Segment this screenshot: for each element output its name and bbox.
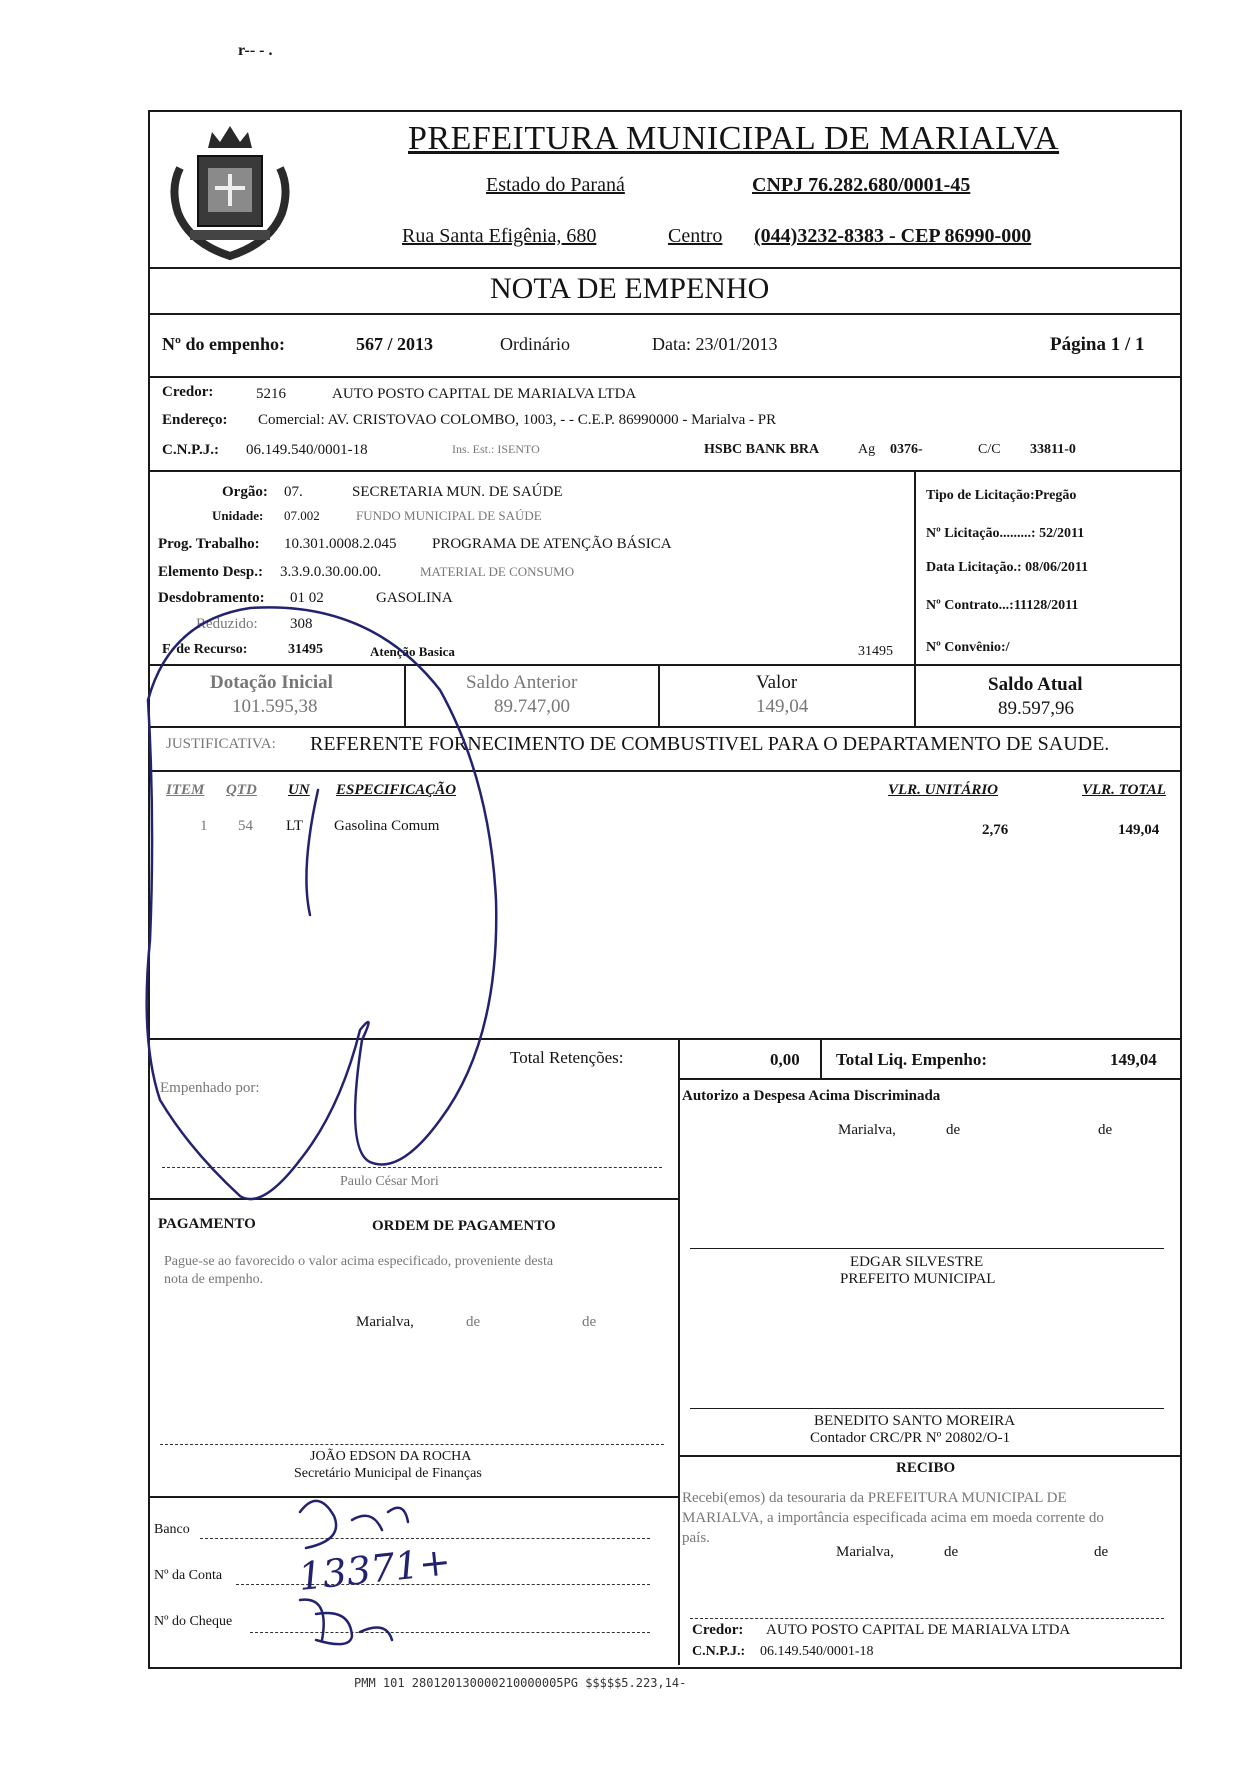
rule-pagamento [148,1496,678,1498]
cnpj-label: C.N.P.J.: [162,442,219,458]
secretario-name: JOÃO EDSON DA ROCHA [310,1449,472,1464]
recibo-line-1: Recebi(emos) da tesouraria da PREFEITURA MUNICIPAL DE [682,1490,1067,1506]
contador-signature-line [690,1408,1164,1409]
fonte-code-right: 31495 [858,644,893,659]
row-qtd: 54 [238,818,253,834]
address: Rua Santa Efigênia, 680 [402,225,597,247]
desdobramento-name: GASOLINA [376,590,453,606]
autorizo-title: Autorizo a Despesa Acima Discriminada [682,1088,941,1104]
licitacao-contrato: Nº Contrato...:11128/2011 [926,598,1079,613]
saldo-atual-label: Saldo Atual [988,674,1083,695]
rule-title [148,313,1180,315]
banco-label: Banco [154,1522,190,1537]
valor-label: Valor [756,672,798,693]
row-unit: 2,76 [982,822,1009,838]
col-header-spec: ESPECIFICAÇÃO [336,782,457,798]
reduzido-value: 308 [290,616,313,632]
rule-bal-3 [914,664,916,726]
row-total: 149,04 [1118,822,1160,838]
agency-label: Ag [858,442,876,457]
autorizo-city: Marialva, [838,1122,896,1138]
contador-name: BENEDITO SANTO MOREIRA [814,1413,1016,1429]
cheque-label: Nº do Cheque [154,1614,233,1629]
justificativa-label: JUSTIFICATIVA: [166,736,276,752]
pagamento-de2: de [582,1314,597,1330]
col-header-qtd: QTD [226,782,257,798]
endereco-label: Endereço: [162,412,228,428]
municipal-crest-icon [160,118,302,263]
unidade-code: 07.002 [284,508,320,523]
recibo-credor-name: AUTO POSTO CAPITAL DE MARIALVA LTDA [766,1622,1071,1638]
footer-code: PMM 101 280120130000210000005PG $$$$$5.223,14- [354,1676,687,1690]
fonte-code: 31495 [288,642,323,657]
elemento-name: MATERIAL DE CONSUMO [420,564,575,579]
recibo-line-2: MARIALVA, a importância especificada acima em moeda corrente do [682,1510,1104,1526]
rule-budget [148,664,1180,666]
rule-items-bottom [148,1038,1180,1040]
retencoes-label: Total Retenções: [510,1048,624,1067]
reduzido-label: Reduzido: [196,616,258,632]
row-spec: Gasolina Comum [334,818,440,834]
empenhado-signature-line [162,1167,662,1168]
autorizo-de2: de [1098,1122,1113,1138]
desdobramento-label: Desdobramento: [158,590,265,606]
phone-cep: (044)3232-8383 - CEP 86990-000 [754,225,1032,247]
secretario-role: Secretário Municipal de Finanças [294,1466,482,1481]
fonte-label: F. de Recurso: [162,642,248,657]
rule-balances [148,726,1180,728]
orgao-name: SECRETARIA MUN. DE SAÚDE [352,484,563,500]
recibo-line-3: país. [682,1530,710,1546]
row-item: 1 [200,818,208,834]
prefeito-role: PREFEITO MUNICIPAL [840,1271,996,1287]
svg-text:13371+: 13371+ [296,1539,453,1599]
prog-label: Prog. Trabalho: [158,536,260,552]
saldo-atual-value: 89.597,96 [998,698,1074,719]
recibo-title: RECIBO [896,1460,956,1476]
empenho-number: 567 / 2013 [356,334,434,354]
dotacao-label: Dotação Inicial [210,672,333,693]
recibo-de1: de [944,1544,959,1560]
pagamento-text-1: Pague-se ao favorecido o valor acima especificado, proveniente desta [164,1254,554,1269]
orgao-label: Orgão: [222,484,268,500]
empenho-type: Ordinário [500,334,570,354]
credor-account: 33811-0 [1030,442,1076,457]
licitacao-numero: Nº Licitação.........: 52/2011 [926,526,1085,541]
saldo-anterior-value: 89.747,00 [494,696,570,717]
valor-value: 149,04 [756,696,809,717]
empenhado-label: Empenhado por: [160,1080,260,1096]
rule-justificativa [148,770,1180,772]
district: Centro [668,225,723,247]
banco-line [200,1538,650,1539]
rule-header [148,267,1180,269]
elemento-label: Elemento Desp.: [158,564,263,580]
top-mark: r-- - . [238,42,273,59]
saldo-anterior-label: Saldo Anterior [466,672,578,693]
rule-licitacao-divider [914,470,916,664]
conta-line [236,1584,650,1585]
pagamento-label: PAGAMENTO [158,1216,256,1232]
page-number: Página 1 / 1 [1050,334,1145,355]
rule-credor [148,470,1180,472]
licitacao-convenio: Nº Convênio:/ [926,640,1010,655]
unidade-name: FUNDO MUNICIPAL DE SAÚDE [356,508,542,523]
liquido-label: Total Liq. Empenho: [836,1050,987,1069]
recibo-signature-line [690,1618,1164,1619]
empenhado-signer: Paulo César Mori [340,1174,439,1189]
contador-role: Contador CRC/PR Nº 20802/O-1 [810,1430,1011,1446]
recibo-cnpj-label: C.N.P.J.: [692,1644,746,1659]
liquido-value: 149,04 [1110,1050,1157,1069]
prog-code: 10.301.0008.2.045 [284,536,397,552]
prefeito-signature-line [690,1248,1164,1249]
rule-main-divider [678,1038,680,1665]
rule-empenho [148,376,1180,378]
empenho-label: Nº do empenho: [162,334,285,354]
recibo-credor-label: Credor: [692,1622,744,1638]
justificativa-text: REFERENTE FORNECIMENTO DE COMBUSTIVEL PARA O DEPARTAMENTO DE SAUDE. [310,733,1110,755]
retencoes-value: 0,00 [770,1050,800,1069]
row-un: LT [286,818,303,834]
credor-label: Credor: [162,384,214,400]
municipal-cnpj: CNPJ 76.282.680/0001-45 [752,174,971,196]
rule-totals [678,1078,1180,1080]
licitacao-data: Data Licitação.: 08/06/2011 [926,560,1089,575]
fonte-name: Atenção Basica [370,644,455,659]
col-header-item: ITEM [166,782,205,798]
credor-cnpj: 06.149.540/0001-18 [246,442,368,458]
autorizo-de1: de [946,1122,961,1138]
pagamento-de1: de [466,1314,481,1330]
credor-code: 5216 [256,386,286,402]
unidade-label: Unidade: [212,508,264,523]
credor-agency: 0376- [890,442,923,457]
elemento-code: 3.3.9.0.30.00.00. [280,564,382,580]
cheque-line [250,1632,650,1633]
rule-bal-1 [404,664,406,726]
credor-bank: HSBC BANK BRA [704,442,820,457]
recibo-de2: de [1094,1544,1109,1560]
rule-contador [678,1455,1180,1457]
pagamento-text-2: nota de empenho. [164,1272,264,1287]
rule-empenhado [148,1198,678,1200]
state-name: Estado do Paraná [486,174,625,196]
orgao-code: 07. [284,484,303,500]
col-header-un: UN [288,782,310,798]
col-header-total: VLR. TOTAL [1082,782,1166,798]
pagamento-title: ORDEM DE PAGAMENTO [372,1218,556,1234]
recibo-cnpj: 06.149.540/0001-18 [760,1644,874,1659]
prog-name: PROGRAMA DE ATENÇÃO BÁSICA [432,536,672,552]
prefeito-name: EDGAR SILVESTRE [850,1254,984,1270]
pagamento-city: Marialva, [356,1314,414,1330]
credor-name: AUTO POSTO CAPITAL DE MARIALVA LTDA [332,386,637,402]
account-label: C/C [978,442,1001,457]
document-title: NOTA DE EMPENHO [490,272,770,305]
page-title: PREFEITURA MUNICIPAL DE MARIALVA [408,120,1060,157]
secretario-signature-line [160,1444,664,1445]
credor-endereco: Comercial: AV. CRISTOVAO COLOMBO, 1003, - - C.E.P. 86990000 - Marialva - PR [258,412,777,428]
conta-label: Nº da Conta [154,1568,223,1583]
recibo-city: Marialva, [836,1544,894,1560]
rule-total-divider [820,1038,822,1078]
empenho-date: Data: 23/01/2013 [652,334,778,354]
credor-ins-est: Ins. Est.: ISENTO [452,442,540,456]
rule-bal-2 [658,664,660,726]
licitacao-tipo: Tipo de Licitação:Pregão [926,488,1077,503]
desdobramento-code: 01 02 [290,590,324,606]
col-header-unit: VLR. UNITÁRIO [888,782,999,798]
dotacao-value: 101.595,38 [232,696,318,717]
